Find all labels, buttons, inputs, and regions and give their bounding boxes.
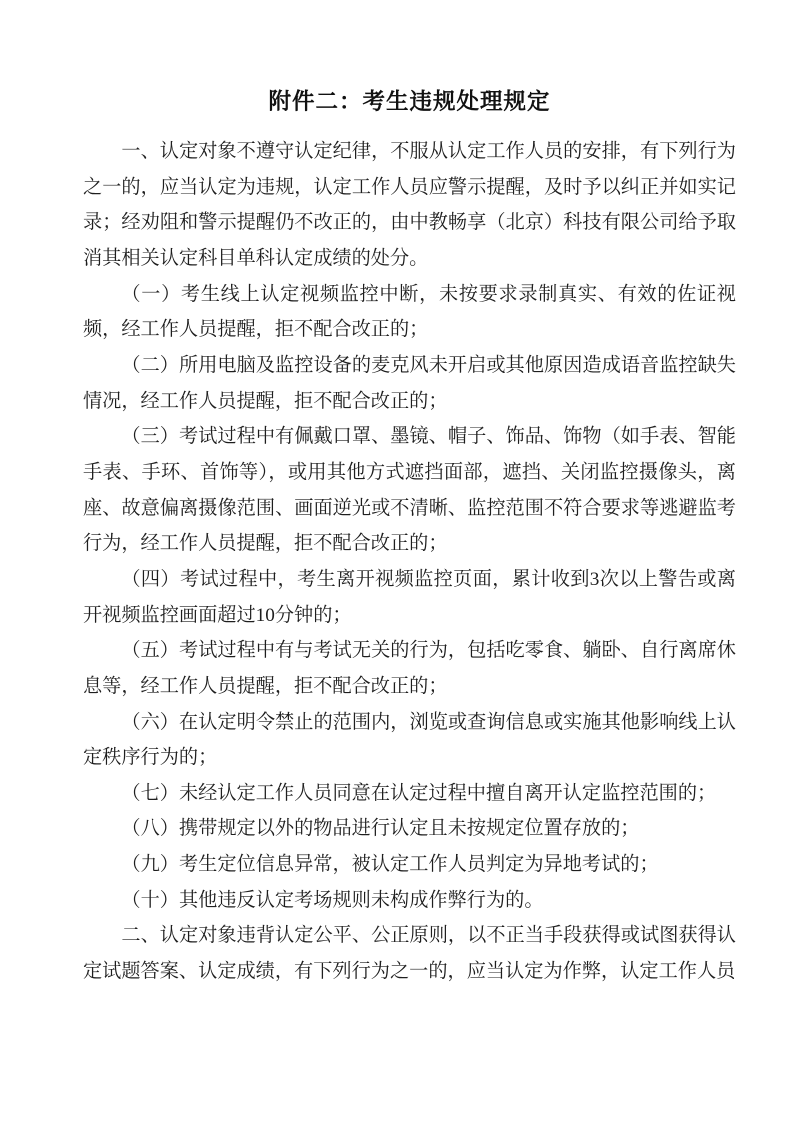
paragraph-rule-1: 一、认定对象不遵守认定纪律，不服从认定工作人员的安排，有下列行为之一的，应当认定为违规，认定工作人员应警示提醒，及时予以纠正并如实记录；经劝阻和警示提醒仍不改正的，由中教畅享（北京）科技有限公司给予取消其相关认定科目单科认定成绩的处分。 xyxy=(83,141,736,269)
paragraph-item-8: （八）携带规定以外的物品进行认定且未按规定位置存放的； xyxy=(121,818,640,840)
paragraph-item-2: （二）所用电脑及监控设备的麦克风未开启或其他原因造成语音监控缺失情况，经工作人员提醒，拒不配合改正的； xyxy=(83,354,736,412)
document-body xyxy=(0,134,800,990)
paragraph-item-9: （九）考生定位信息异常，被认定工作人员判定为异地考试的； xyxy=(121,854,659,876)
paragraph-item-7: （七）未经认定工作人员同意在认定过程中擅自离开认定监控范围的； xyxy=(121,782,717,804)
paragraph-item-3: （三）考试过程中有佩戴口罩、墨镜、帽子、饰品、饰物（如手表、智能手表、手环、首饰等），或用其他方式遮挡面部，遮挡、关闭监控摄像头，离座、故意偏离摄像范围、画面逆光或不清晰、监控范围不符合要求等逃避监考行为，经工作人员提醒，拒不配合改正的； xyxy=(83,426,736,555)
paragraph-item-1: （一）考生线上认定视频监控中断，未按要求录制真实、有效的佐证视频，经工作人员提醒，拒不配合改正的； xyxy=(83,283,736,341)
paragraph-item-5: （五）考试过程中有与考试无关的行为，包括吃零食、躺卧、自行离席休息等，经工作人员提醒，拒不配合改正的； xyxy=(83,640,736,697)
paragraph-rule-2: 二、认定对象违背认定公平、公正原则，以不正当手段获得或试图获得认定试题答案、认定成绩，有下列行为之一的，应当认定为作弊，认定工作人员 xyxy=(83,925,736,983)
page-title: 附件二：考生违规处理规定 xyxy=(268,89,551,114)
paragraph-item-6: （六）在认定明令禁止的范围内，浏览或查询信息或实施其他影响线上认定秩序行为的； xyxy=(83,711,736,769)
paragraph-item-4: （四）考试过程中，考生离开视频监控页面，累计收到3次以上警告或离开视频监控画面超过10分钟的； xyxy=(83,568,736,626)
paragraph-item-10: （十）其他违反认定考场规则未构成作弊行为的。 xyxy=(121,889,544,911)
